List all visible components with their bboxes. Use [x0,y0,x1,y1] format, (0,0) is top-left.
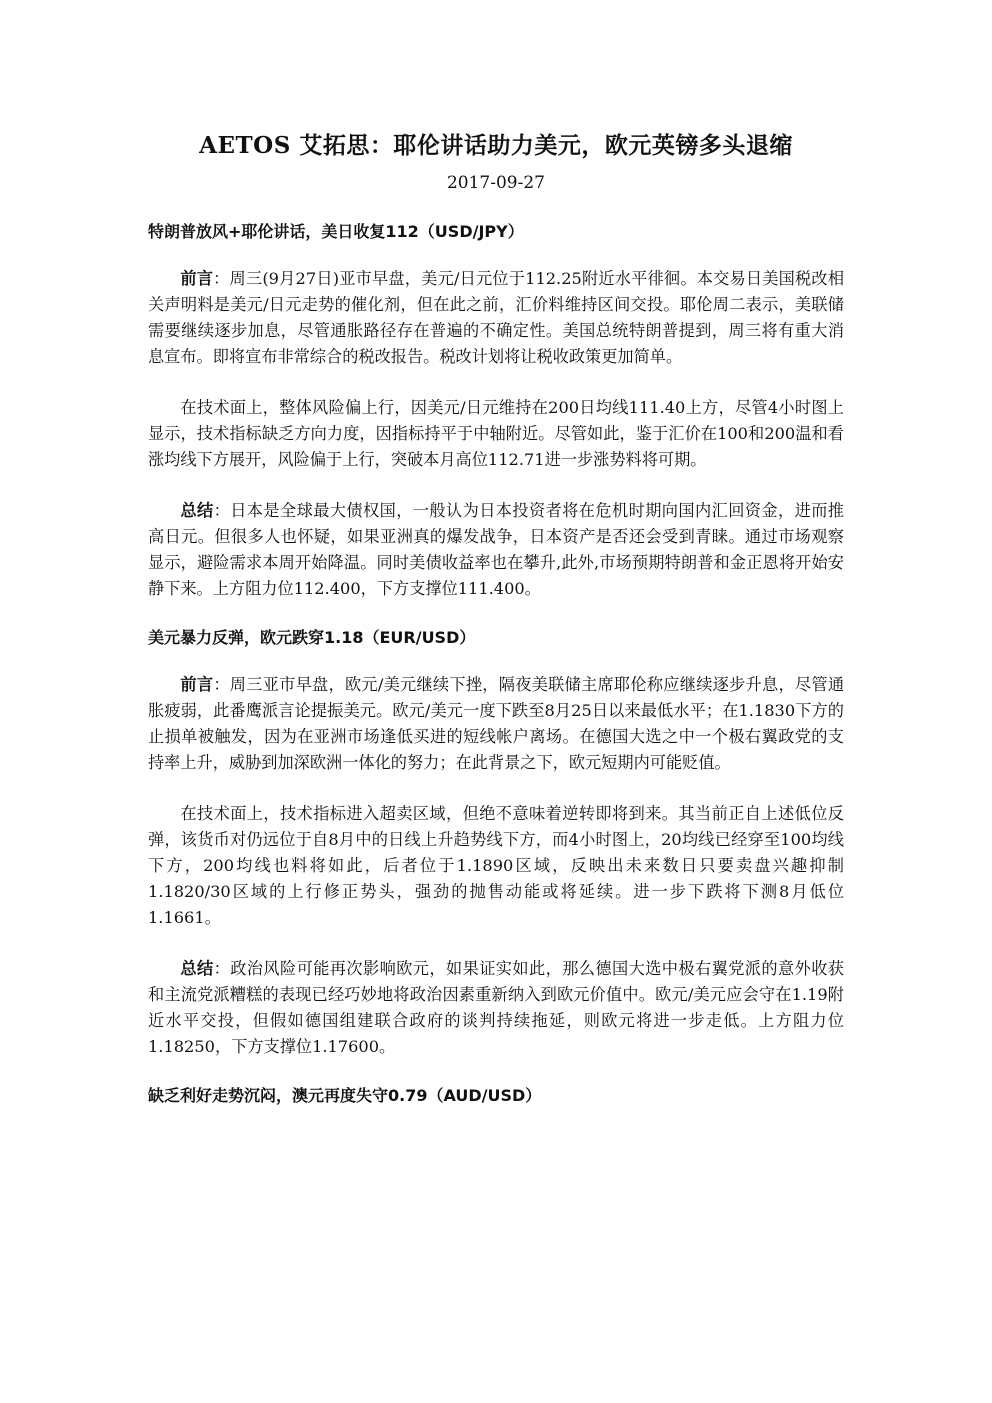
document-page [148,128,844,1110]
section-eurusd [148,624,844,1060]
section-usdjpy [148,218,844,602]
summary-text: ：日本是全球最大债权国，一般认为日本投资者将在危机时期向国内汇回资金，进而推高日元。但很多人也怀疑，如果亚洲真的爆发战争，日本资产是否还会受到青睐。通过市场观察显示，避险需求本周开始降温。同时美债收益率也在攀升,此外,市场预期特朗普和金正恩将开始安静下来。上方阻力位112.400，下方支撑位111.400。 [148,501,844,598]
intro-label: 前言 [180,675,214,694]
section-audusd [148,1082,844,1110]
summary-text: ：政治风险可能再次影响欧元，如果证实如此，那么德国大选中极右翼党派的意外收获和主流党派糟糕的表现已经巧妙地将政治因素重新纳入到欧元价值中。欧元/美元应会守在1.19附近水平交投，但假如德国组建联合政府的谈判持续拖延，则欧元将进一步走低。上方阻力位1.18250，下方支撑位1.17600。 [148,959,844,1056]
technical-paragraph: 在技术面上，技术指标进入超卖区域，但绝不意味着逆转即将到来。其当前正自上述低位反弹，该货币对仍远位于自8月中的日线上升趋势线下方，而4小时图上，20均线已经穿至100均线下方，200均线也料将如此，后者位于1.1890区域，反映出未来数日只要卖盘兴趣抑制1.1820/30区域的上行修正势头，强劲的抛售动能或将延续。进一步下跌将下测8月低位1.1661。 [148,804,844,927]
summary-paragraph [148,956,844,1060]
summary-paragraph [148,498,844,602]
intro-label: 前言 [180,269,214,288]
intro-paragraph [148,266,844,370]
summary-label: 总结 [180,501,214,520]
summary-label: 总结 [180,959,214,978]
section-heading: 美元暴力反弹，欧元跌穿1.18（EUR/USD） [148,628,476,647]
technical-paragraph: 在技术面上，整体风险偏上行，因美元/日元维持在200日均线111.40上方，尽管4小时图上显示，技术指标缺乏方向力度，因指标持平于中轴附近。尽管如此，鉴于汇价在100和200温和看涨均线下方展开，风险偏于上行，突破本月高位112.71进一步涨势料将可期。 [148,398,844,469]
intro-paragraph [148,672,844,776]
section-heading: 缺乏利好走势沉闷，澳元再度失守0.79（AUD/USD） [148,1086,542,1105]
document-date: 2017-09-27 [446,173,545,193]
section-heading: 特朗普放风+耶伦讲话，美日收复112（USD/JPY） [148,222,524,241]
document-title: AETOS 艾拓思：耶伦讲话助力美元，欧元英镑多头退缩 [199,132,793,159]
intro-text: ：周三亚市早盘，欧元/美元继续下挫，隔夜美联储主席耶伦称应继续逐步升息，尽管通胀疲弱，此番鹰派言论提振美元。欧元/美元一度下跌至8月25日以来最低水平；在1.1830下方的止损单被触发，因为在亚洲市场逢低买进的短线帐户离场。在德国大选之中一个极右翼政党的支持率上升，威胁到加深欧洲一体化的努力；在此背景之下，欧元短期内可能贬值。 [148,675,845,772]
intro-text: ：周三(9月27日)亚市早盘，美元/日元位于112.25附近水平徘徊。本交易日美国税改相关声明料是美元/日元走势的催化剂，但在此之前，汇价料维持区间交投。耶伦周二表示，美联储需要继续逐步加息，尽管通胀路径存在普遍的不确定性。美国总统特朗普提到，周三将有重大消息宣布。即将宣布非常综合的税改报告。税改计划将让税收政策更加简单。 [148,269,845,366]
